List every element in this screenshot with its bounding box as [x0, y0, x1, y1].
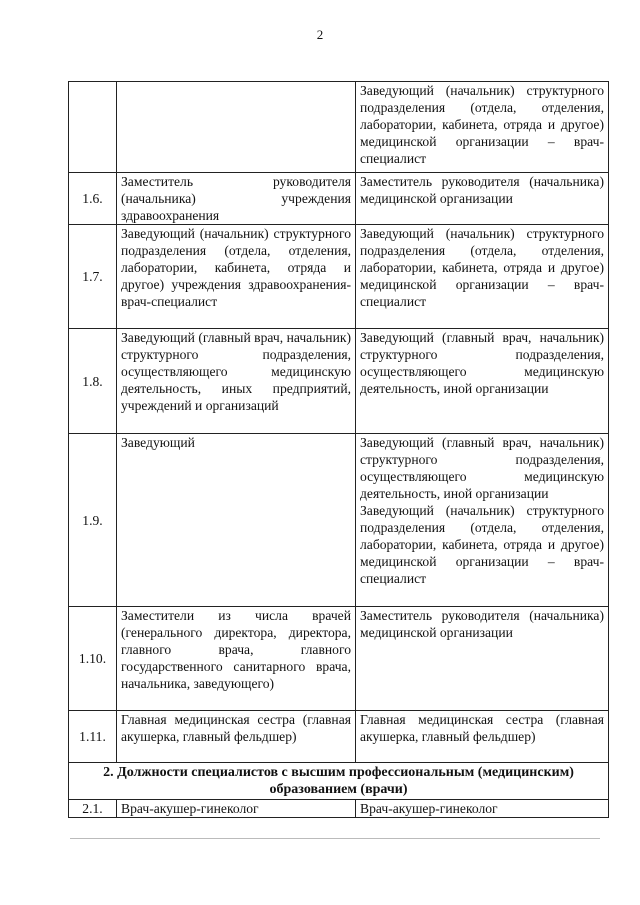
new-position-text: Заведующий (главный врач, начальник) структурного подразделения, осуществляющего медицинскую деятельность, иной организации	[360, 330, 604, 396]
old-position-text: Заведующий (главный врач, начальник) структурного подразделения, осуществляющего медицинскую деятельность, иных предприятий, учреждений и организаций	[121, 330, 351, 413]
row-number: 1.6.	[69, 173, 117, 225]
page-number: 2	[316, 27, 324, 42]
table-row	[69, 173, 609, 225]
row-number	[69, 82, 117, 173]
new-position-text: Заведующий (начальник) структурного подразделения (отдела, отделения, лаборатории, кабинета, отряда и другое) медицинской организации – врач-специалист	[360, 226, 604, 309]
new-position-text: Заведующий (главный врач, начальник) структурного подразделения, осуществляющего медицинскую деятельность, иной организации	[360, 435, 604, 501]
table-row	[69, 711, 609, 763]
table-row	[69, 607, 609, 711]
table-row	[69, 82, 609, 173]
new-position-text: Заведующий (начальник) структурного подразделения (отдела, отделения, лаборатории, кабинета, отряда и другое) медицинской организации – врач-специалист	[360, 503, 604, 586]
new-position-text: Заместитель руководителя (начальника) медицинской организации	[360, 608, 604, 640]
old-position-text: Заместители из числа врачей (генерального директора, директора, главного врача, главного государственного санитарного врача, начальника, заведующего)	[121, 608, 351, 691]
old-position-text: Главная медицинская сестра (главная акушерка, главный фельдшер)	[121, 712, 351, 744]
row-number: 1.9.	[69, 434, 117, 607]
new-position-cell: Врач-акушер-гинеколог	[356, 800, 609, 818]
old-position-cell	[117, 225, 356, 329]
table-row	[69, 434, 609, 607]
table-row	[69, 225, 609, 329]
new-position-cell	[356, 82, 609, 173]
row-number: 1.8.	[69, 329, 117, 434]
section-heading: 2. Должности специалистов с высшим профессиональным (медицинским) образованием (врачи)	[69, 763, 609, 800]
old-position-cell	[117, 329, 356, 434]
old-position-text: Заведующий (начальник) структурного подразделения (отдела, отделения, лаборатории, кабинета, отряда и другое) учреждения здравоохранения-врач-специалист	[121, 226, 351, 309]
row-number: 1.7.	[69, 225, 117, 329]
new-position-text: Главная медицинская сестра (главная акушерка, главный фельдшер)	[360, 712, 604, 744]
section-heading-row	[69, 763, 609, 800]
old-position-cell	[117, 711, 356, 763]
new-position-cell	[356, 225, 609, 329]
new-position-text: Заместитель руководителя (начальника) медицинской организации	[360, 174, 604, 206]
new-position-cell	[356, 711, 609, 763]
row-number: 1.11.	[69, 711, 117, 763]
positions-table	[68, 81, 609, 818]
scan-artifact-line	[70, 838, 600, 839]
table-row	[69, 329, 609, 434]
row-number: 1.10.	[69, 607, 117, 711]
table-row	[69, 800, 609, 818]
old-position-cell	[117, 607, 356, 711]
new-position-cell	[356, 434, 609, 607]
old-position-text: Заведующий	[121, 435, 195, 450]
new-position-cell	[356, 607, 609, 711]
old-position-cell	[117, 173, 356, 225]
new-position-cell	[356, 173, 609, 225]
old-position-cell	[117, 82, 356, 173]
new-position-text: Заведующий (начальник) структурного подразделения (отдела, отделения, лаборатории, кабинета, отряда и другое) медицинской организации – врач-специалист	[360, 83, 604, 166]
old-position-cell	[117, 434, 356, 607]
old-position-text: Заместитель руководителя (начальника) учреждения здравоохранения	[121, 174, 351, 223]
old-position-cell: Врач-акушер-гинеколог	[117, 800, 356, 818]
row-number: 2.1.	[69, 800, 117, 818]
new-position-cell	[356, 329, 609, 434]
